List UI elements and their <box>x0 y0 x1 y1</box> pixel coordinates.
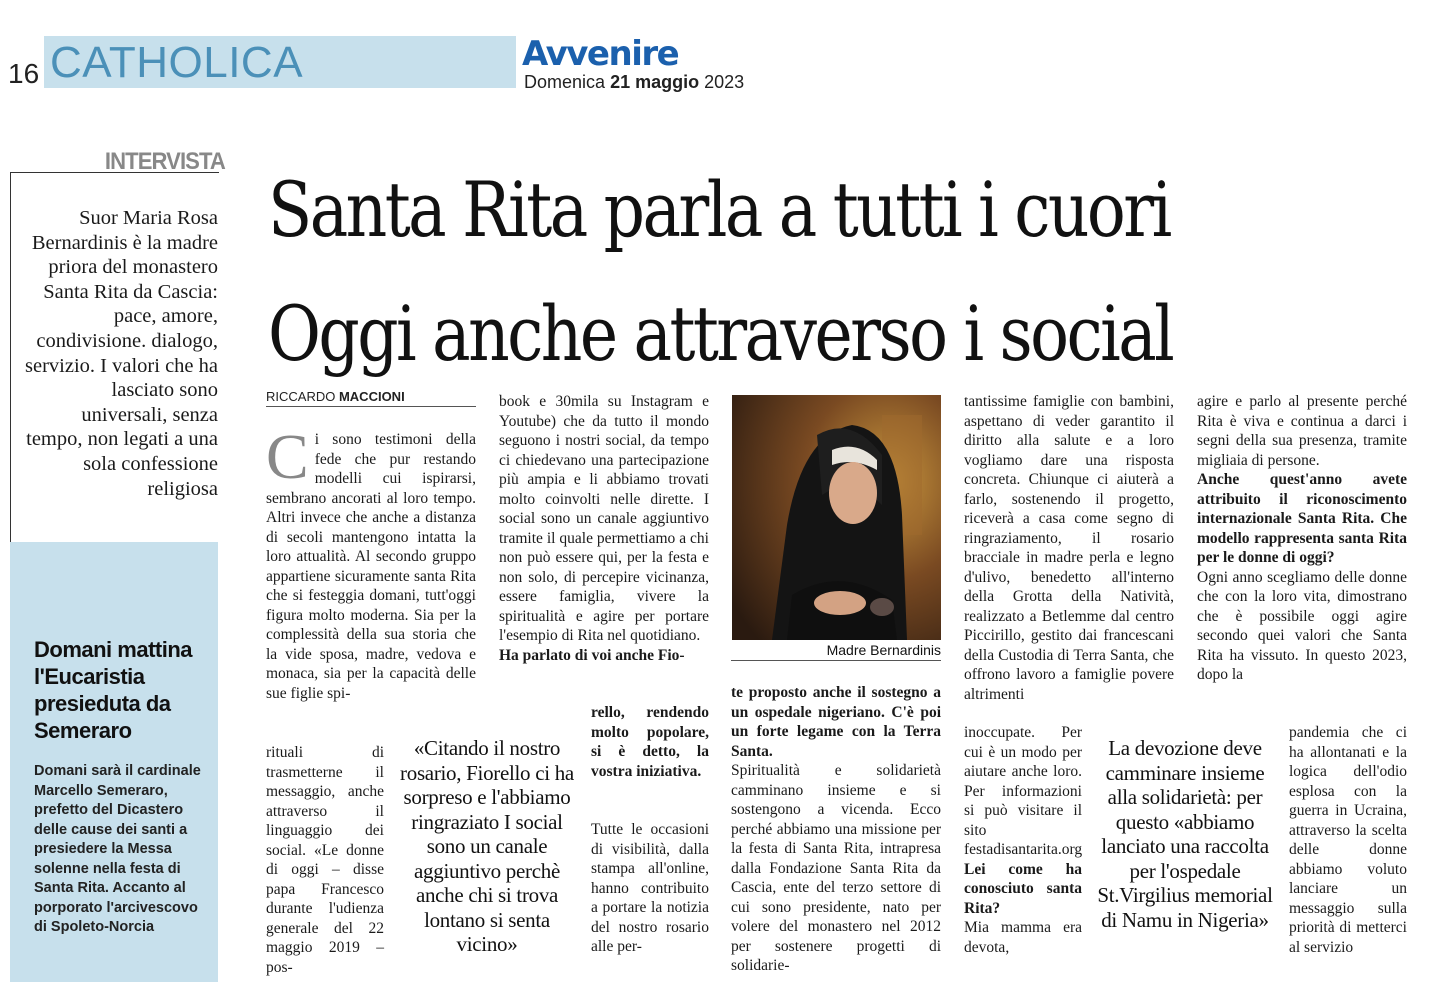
interview-question: te proposto anche il sostegno a un ospedale nigeriano. C'è poi un forte legame con la Terra Santa. <box>731 684 941 760</box>
column-1-text: i sono testimoni della fede che pur restando modelli cui ispirarsi, sembrano ancorati al loro tempo. Altri invece che anche a distanza di secoli mantengono intatta la loro attualità. Al secondo gruppo appartiene sicuramente santa Rita che si festeggia domani, tutt'oggi figura molto moderna. Sia per la complessità della sua storia che la vide sposa, madre, vedova e monaca, sia per la capacità delle sue figlie spi- <box>266 431 476 702</box>
article-kicker: INTERVISTA <box>104 148 225 175</box>
article-column-5-continued: pandemia che ci ha allontanati e la logica dell'odio esplosa con la guerra in Ucraina, attraverso la scelta delle donne abbiamo voluto lanciare un messaggio sulla priorità di metterci al servizio <box>1289 724 1407 956</box>
column-5-text: agire e parlo al presente perché Rita è viva e continua a darci i segni della sua presenza, tramite migliaia di persone. <box>1197 393 1407 469</box>
column-2-text: book e 30mila su Instagram e Youtube) che da tutto il mondo seguono i nostri social, da tempo ci chiedevano una partecipazione più ampia e li abbiamo trovati molto coinvolti nelle dirette. I social sono un canale aggiuntivo tramite il quale permettiamo a chi non può essere qui, per la festa e non solo, di percepire vicinanza, essere famiglia, vivere la spiritualità e agire per portare l'esempio di Rita nel quotidiano. <box>499 393 709 644</box>
column-4-tail-text: Mia mamma era devota, <box>964 919 1082 956</box>
article-column-2-continued: Tutte le occasioni di visibilità, dalla stampa all'online, hanno contribuito a portare la notizia del nostro rosario alle per- <box>591 821 709 955</box>
caption-rule <box>731 660 941 661</box>
byline-rule <box>266 406 476 407</box>
article-column-1-continued: rituali di trasmetterne il messaggio, anche attraverso il linguaggio dei social. «Le donne di oggi – disse papa Francesco durante l'udienza generale del 22 maggio 2019 – pos- <box>266 744 384 976</box>
article-column-3 <box>731 683 941 976</box>
date-year: 2023 <box>704 72 745 92</box>
pull-quote-2: La devozione deve camminare insieme alla solidarietà: per questo «abbiamo lanciato una raccolta per l'ospedale St.Virgilius memorial di Namu in Nigeria» <box>1097 736 1273 932</box>
article-column-1 <box>266 421 476 703</box>
sidebar-title: Domani mattina l'Eucaristia presieduta da Semeraro <box>34 637 193 743</box>
byline-last-name: MACCIONI <box>338 389 405 404</box>
article-summary: Suor Maria Rosa Bernardinis è la madre priora del monastero Santa Rita da Cascia: pace, amore, condivisione. dialogo, servizio. I valori che ha lasciato sono universali, senza tempo, non legati a una sola confessione religiosa <box>25 207 218 500</box>
column-4-narrow-text: inoccupate. Per cui è un modo per aiutare anche loro. Per informazioni si può visitare il sito festadisantarita.org <box>964 724 1083 858</box>
newspaper-logo <box>522 34 678 74</box>
byline-first-name: RICCARDO <box>266 389 336 404</box>
interview-question-continued: rello, rendendo molto popolare, si è detto, la vostra iniziativa. <box>591 704 709 780</box>
interview-question: Ha parlato di voi anche Fio- <box>499 646 685 664</box>
interview-question: Anche quest'anno avete attribuito il riconoscimento internazionale Santa Rita. Che modello rappresenta santa Rita per le donne di oggi? <box>1197 471 1407 566</box>
page-number: 16 <box>8 58 40 89</box>
column-3-text: Spiritualità e solidarietà camminano insieme e si sostengono a vicenda. Ecco perché abbiamo una missione per la festa di Santa Rita, intrapresa dalla Fondazione Santa Rita da Cascia, ente del terzo settore di cui sono presidente, nato per volere del monastero nel 2012 per sostenere progetti di solidarie- <box>731 762 941 974</box>
logo-text: Avvenire <box>522 34 679 74</box>
sidebar-body: Domani sarà il cardinale Marcello Semeraro, prefetto del Dicastero delle cause dei santi a presiedere la Messa solenne nella festa di Santa Rita. Accanto al porporato l'arcivescovo di Spoleto-Norcia <box>34 763 201 935</box>
pull-quote-1: «Citando il nostro rosario, Fiorello ci ha sorpreso e l'abbiamo ringraziato I social sono un canale aggiuntivo perchè anche chi si trova lontano si senta vicino» <box>400 736 574 956</box>
column-5-answer: Ogni anno scegliamo delle donne che con la loro vita, dimostrano che è possibile oggi agire secondo quei valori che Santa Rita ha vissuto. In questo 2023, dopo la <box>1197 568 1407 683</box>
dateline <box>524 72 744 93</box>
nun-portrait-photo <box>732 395 941 640</box>
section-name: CATHOLICA <box>50 38 304 87</box>
interview-question: Lei come ha conosciuto santa Rita? <box>964 860 1082 917</box>
headline-line-1: Santa Rita parla a tutti i cuori <box>268 165 1170 254</box>
article-column-4-continued <box>964 723 1082 957</box>
portrait-illustration <box>732 395 941 640</box>
byline <box>266 389 405 404</box>
photo-caption: Madre Bernardinis <box>826 642 941 658</box>
article-column-4: tantissime famiglie con bambini, aspettano di veder garantito il diritto alla salute e a loro vogliamo dare una risposta concreta. Chiunque ci aiuterà a farlo, sostenendo il progetto, riceverà a casa come segno di ringraziamento, il rosario bracciale in madre perla e legno d'ulivo, benedetto all'interno della Grotta della Natività, realizzato a Betlemme dal centro Piccirillo, gestito dai francescani della Custodia di Terra Santa, che offrono lavoro a famiglie povere altrimenti <box>964 393 1174 703</box>
headline-line-2: Oggi anche attraverso i social <box>268 289 1173 378</box>
date-day-month: 21 maggio <box>610 72 700 92</box>
article-column-2 <box>499 392 709 665</box>
drop-cap: C <box>266 421 309 492</box>
date-weekday: Domenica <box>524 72 606 92</box>
article-column-5 <box>1197 392 1407 685</box>
article-headline <box>268 148 1418 396</box>
